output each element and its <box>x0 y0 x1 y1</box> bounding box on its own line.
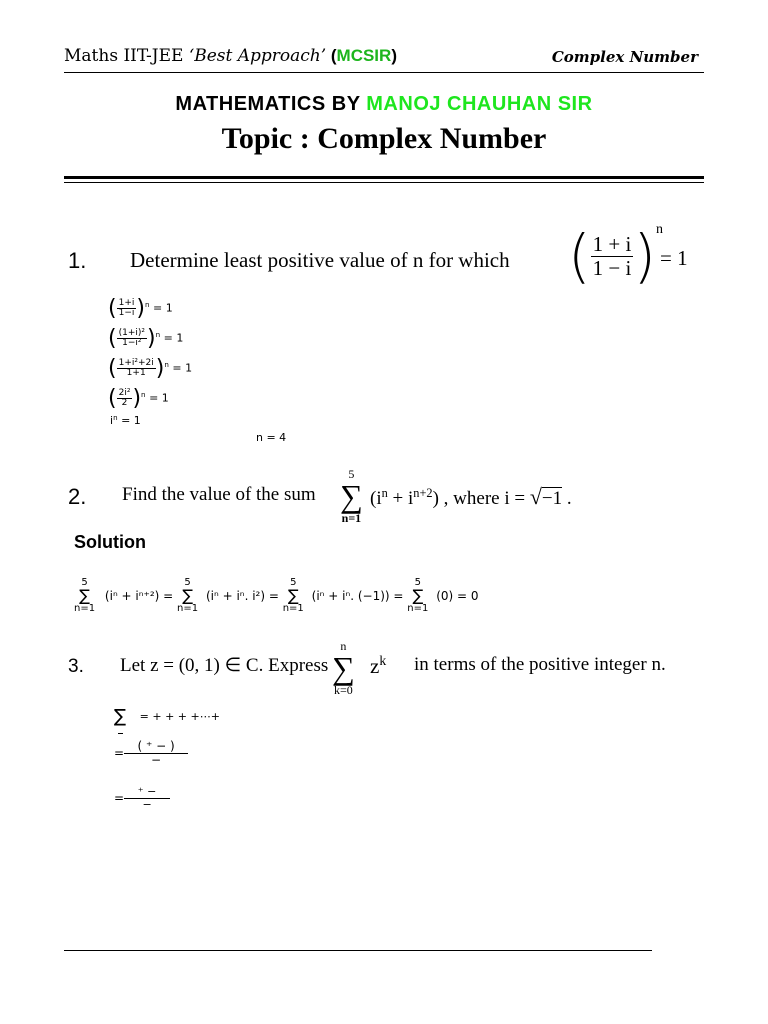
step3-den: 1+1 <box>126 368 146 378</box>
title-rule-thin <box>64 182 704 183</box>
work3-eq: = <box>114 791 125 806</box>
page-title: Topic : Complex Number <box>221 122 547 155</box>
q2-exp2: n+2 <box>413 485 433 500</box>
work2-den: − <box>151 752 162 767</box>
q3-work-2 <box>114 740 188 766</box>
q3-text: Let z = (0, 1) ∈ C. Express <box>120 655 329 676</box>
sigma-icon: ∑ <box>340 478 363 514</box>
q1-step-4: ( $\frac{\text{2i²}}{2}$ )$^n$ = 1 <box>108 386 169 411</box>
footer-rule <box>64 950 652 951</box>
sigma-icon: ∑ <box>182 586 193 605</box>
q1-frac-den: 1 − i <box>592 255 632 280</box>
header-right: Complex Number <box>551 48 698 66</box>
header-italic: ‘Best Approach’ <box>188 46 327 66</box>
q2-sum-bottom: n=1 <box>341 511 362 525</box>
step2-exp: n <box>155 330 161 340</box>
header-left <box>64 46 397 66</box>
sol2-top: 5 <box>184 577 191 588</box>
work3-num: ⁺ − <box>124 786 170 799</box>
q2-exp1: n <box>381 485 388 500</box>
q3-term-base: z <box>370 654 380 678</box>
q2-solution <box>74 578 479 614</box>
q3-work-underline <box>118 733 123 734</box>
step1-exp: n <box>144 300 150 310</box>
step2-rhs: = 1 <box>163 331 184 345</box>
title-name: MANOJ CHAUHAN SIR <box>366 93 593 115</box>
header-rule <box>64 72 704 73</box>
q2-sum-top: 5 <box>348 467 355 481</box>
step3-rhs: = 1 <box>172 361 193 375</box>
header-close: ) <box>391 46 397 65</box>
q3-sum-top: n <box>340 639 347 653</box>
q3-term <box>370 654 386 679</box>
q1-rhs: = 1 <box>660 246 688 270</box>
q1-exp: n <box>655 221 663 237</box>
q3-sum-bottom: k=0 <box>334 683 353 697</box>
title-line1 <box>0 93 768 116</box>
q3-work-1 <box>114 706 220 727</box>
sol4-expr: (0) = 0 <box>436 588 479 603</box>
step3-num: 1+i²+2i <box>118 357 154 368</box>
solution-label: Solution <box>74 532 146 552</box>
sol2-expr: (iⁿ + iⁿ. i²) = <box>205 588 279 603</box>
header-brand: MCSIR <box>336 46 392 65</box>
q2-sigma <box>340 468 363 524</box>
sol4-bottom: n=1 <box>407 603 429 614</box>
q1-step-1: ( $\frac{1+i}{1-i}$ )$^n$ = 1 <box>108 296 173 321</box>
q1-step-3: ( $\frac{\text{1+i²+2i}}{1+1}$ )$^n$ = 1 <box>108 356 193 381</box>
step5-rhs: = 1 <box>117 414 141 427</box>
step1-rhs: = 1 <box>153 301 173 315</box>
step5-exp: n <box>113 412 118 422</box>
q2-number: 2. <box>68 484 87 509</box>
work2-eq: = <box>114 746 125 761</box>
q1-step-5 <box>110 414 141 427</box>
header-prefix: Maths IIT-JEE <box>64 46 189 66</box>
step2-den: 1−i² <box>122 338 142 348</box>
step5-base: i <box>110 414 114 427</box>
work3-den: − <box>142 797 152 811</box>
q3-sigma <box>332 640 355 696</box>
q2-root: −1 <box>541 488 563 509</box>
q1-text: Determine least positive value of n for which <box>130 248 510 272</box>
q2-expr-open: (i <box>370 488 382 509</box>
sol1-expr: (iⁿ + iⁿ⁺²) = <box>104 588 174 603</box>
step1-den: 1−i <box>118 308 135 318</box>
sol4-top: 5 <box>414 577 422 588</box>
q3-work-3 <box>114 786 170 810</box>
q1-number: 1. <box>68 248 87 273</box>
step4-num: 2i² <box>118 387 131 398</box>
step4-den: 2 <box>121 398 128 408</box>
q2-expr <box>370 484 572 510</box>
sol2-bottom: n=1 <box>177 603 199 614</box>
sigma-icon: ∑ <box>287 586 299 605</box>
sigma-icon: ∑ <box>79 586 90 605</box>
title-rule-thick <box>64 176 704 179</box>
step4-exp: n <box>141 390 146 400</box>
step1-num: 1+i <box>118 297 135 308</box>
sol3-bottom: n=1 <box>282 603 304 614</box>
sqrt-icon: √ <box>529 484 542 509</box>
title-prefix: MATHEMATICS BY <box>175 93 367 115</box>
work1-text: = + + + +⋯+ <box>139 709 220 723</box>
q1-formula: ( $\frac{1 + i}{1 - i}$ )$^n$ <box>568 221 663 290</box>
step3-exp: n <box>164 360 169 370</box>
sol3-top: 5 <box>290 577 297 588</box>
q1-frac-num: 1 + i <box>592 232 632 257</box>
step2-num: (1+i)² <box>118 327 145 338</box>
q1-step-2: ( $\frac{\text{(1+i)²}}{\text{1−i²}}$ )$^n$ = 1 <box>108 326 184 351</box>
q2-period: . <box>562 488 572 509</box>
sol3-expr: (iⁿ + iⁿ. (−1)) = <box>311 588 404 603</box>
sigma-icon: ∑ <box>114 706 127 727</box>
sigma-icon: ∑ <box>332 650 355 686</box>
q2-plus: + i <box>387 488 414 509</box>
sol1-top: 5 <box>81 577 88 588</box>
sigma-icon: ∑ <box>412 586 424 605</box>
work2-num: ( ⁺ − ) <box>124 740 188 754</box>
q3-text-after: in terms of the positive integer n. <box>414 654 666 675</box>
header-open: ( <box>326 46 337 65</box>
q1-answer: n = 4 <box>256 431 287 444</box>
sol1-bottom: n=1 <box>74 603 96 614</box>
q3-term-exp: k <box>379 652 387 668</box>
q2-text: Find the value of the sum <box>122 484 316 505</box>
q3-number: 3. <box>68 656 84 677</box>
step4-rhs: = 1 <box>149 391 169 405</box>
q2-close: ) , where i = <box>432 488 526 509</box>
